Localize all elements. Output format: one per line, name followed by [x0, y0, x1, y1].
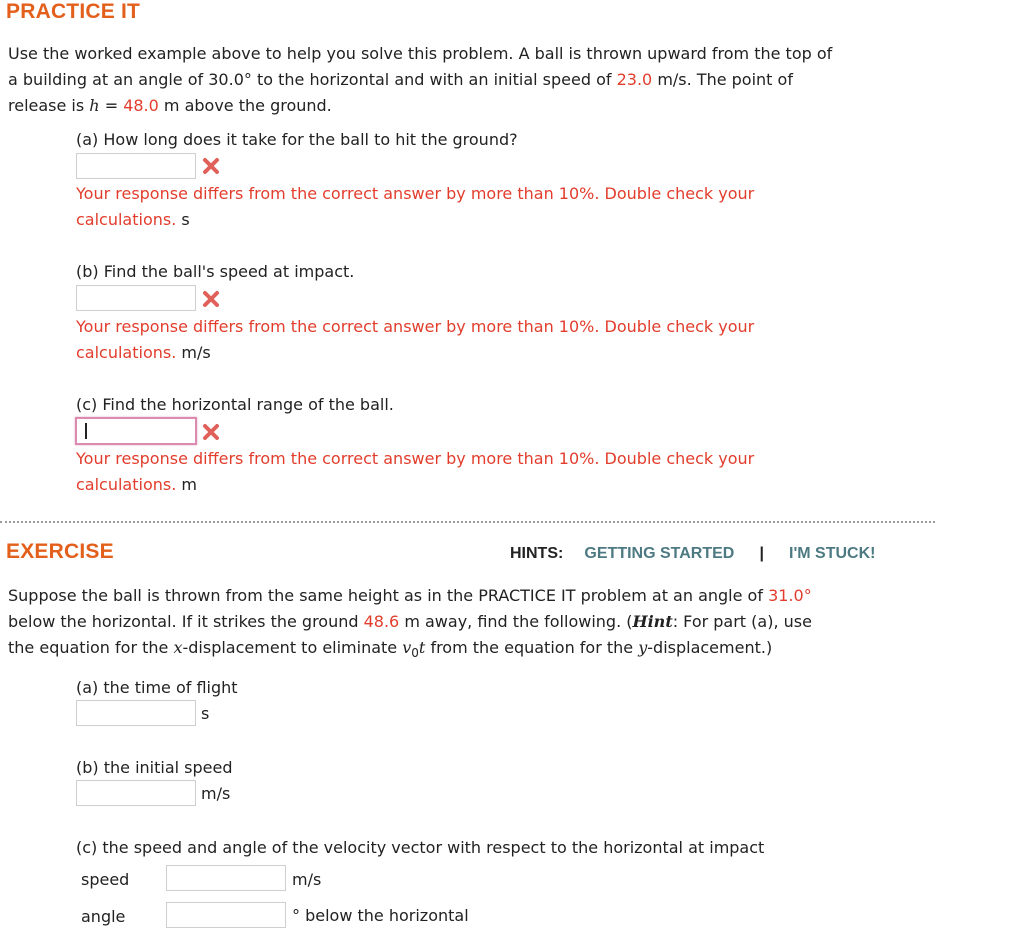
exercise-intro-line1	[8, 583, 812, 609]
exercise-question-a: (a) the time of flight	[76, 678, 238, 697]
angle-label: angle	[81, 907, 126, 926]
angle-value: 31.0°	[768, 586, 812, 605]
exercise-intro-line2	[8, 609, 812, 635]
intro-text: m away, find the following. (	[399, 612, 633, 631]
intro-text: -displacement to eliminate	[182, 638, 403, 657]
exercise-title: EXERCISE	[6, 540, 114, 563]
intro-text: -displacement.)	[647, 638, 773, 657]
x-mark-icon	[202, 290, 220, 308]
hint-stuck-link[interactable]: I'M STUCK!	[789, 545, 876, 562]
intro-text: =	[99, 96, 124, 115]
practice-error-c	[76, 446, 754, 498]
intro-text: release is	[8, 96, 90, 115]
hint-word: Hint	[632, 612, 673, 631]
exercise-unit-a: s	[201, 704, 210, 723]
hints-bar	[510, 543, 875, 563]
practice-intro	[8, 41, 832, 119]
practice-error-b	[76, 314, 754, 366]
practice-intro-line3	[8, 93, 832, 119]
hints-label: HINTS:	[510, 545, 564, 562]
initial-speed-value: 23.0	[616, 70, 653, 89]
text-caret	[85, 423, 87, 439]
exercise-answer-a-input[interactable]	[76, 700, 196, 726]
exercise-answer-b-input[interactable]	[76, 780, 196, 806]
error-line: Your response differs from the correct answer by more than 10%. Double check your	[76, 184, 755, 203]
x-mark-icon	[202, 423, 220, 441]
v-variable: v	[402, 638, 412, 657]
intro-text: the equation for the	[8, 638, 174, 657]
exercise-intro	[8, 583, 812, 666]
error-line	[76, 340, 754, 366]
intro-text: : For part (a), use	[672, 612, 812, 631]
y-variable: y	[638, 638, 648, 657]
exercise-speed-input[interactable]	[166, 865, 286, 891]
angle-unit: ° below the horizontal	[292, 906, 469, 925]
practice-title: PRACTICE IT	[6, 0, 141, 23]
error-line: Your response differs from the correct answer by more than 10%. Double check your	[76, 317, 755, 336]
hint-getting-started-link[interactable]: GETTING STARTED	[584, 545, 735, 562]
h-variable: h	[89, 96, 100, 115]
practice-answer-b-input[interactable]	[76, 285, 196, 311]
practice-answer-c-input[interactable]	[75, 417, 197, 445]
exercise-unit-b: m/s	[201, 784, 231, 803]
exercise-intro-line3	[8, 635, 812, 666]
exercise-question-b: (b) the initial speed	[76, 758, 233, 777]
hint-separator: |	[759, 545, 764, 562]
x-variable: x	[173, 638, 183, 657]
practice-question-b: (b) Find the ball's speed at impact.	[76, 262, 355, 281]
v-subscript: 0	[411, 646, 419, 661]
practice-error-a	[76, 181, 754, 233]
speed-label: speed	[81, 870, 130, 889]
error-text: calculations.	[76, 210, 177, 229]
exercise-question-c: (c) the speed and angle of the velocity vector with respect to the horizontal at impact	[76, 838, 765, 857]
height-value: 48.0	[123, 96, 159, 115]
error-line: Your response differs from the correct answer by more than 10%. Double check your	[76, 449, 755, 468]
t-variable: t	[418, 638, 426, 657]
intro-text: a building at an angle of 30.0° to the horizontal and with an initial speed of	[8, 70, 617, 89]
error-line	[76, 207, 754, 233]
intro-text: below the horizontal. If it strikes the ground	[8, 612, 364, 631]
answer-unit: m/s	[176, 343, 211, 362]
x-mark-icon	[202, 157, 220, 175]
speed-unit: m/s	[292, 870, 322, 889]
practice-answer-a-input[interactable]	[76, 153, 196, 179]
practice-intro-line2	[8, 67, 832, 93]
answer-unit: m	[176, 475, 197, 494]
error-text: calculations.	[76, 343, 177, 362]
exercise-angle-input[interactable]	[166, 902, 286, 928]
section-divider	[0, 521, 935, 523]
practice-intro-line1: Use the worked example above to help you solve this problem. A ball is thrown upward from the top of	[8, 44, 833, 63]
practice-question-c: (c) Find the horizontal range of the ball.	[76, 395, 394, 414]
error-line	[76, 472, 754, 498]
intro-text: Suppose the ball is thrown from the same height as in the PRACTICE IT problem at an angle of	[8, 586, 769, 605]
distance-value: 48.6	[363, 612, 400, 631]
intro-text: m/s. The point of	[652, 70, 793, 89]
practice-question-a: (a) How long does it take for the ball to hit the ground?	[76, 130, 518, 149]
error-text: calculations.	[76, 475, 177, 494]
intro-text: from the equation for the	[425, 638, 639, 657]
answer-unit: s	[176, 210, 190, 229]
intro-text: m above the ground.	[158, 96, 332, 115]
